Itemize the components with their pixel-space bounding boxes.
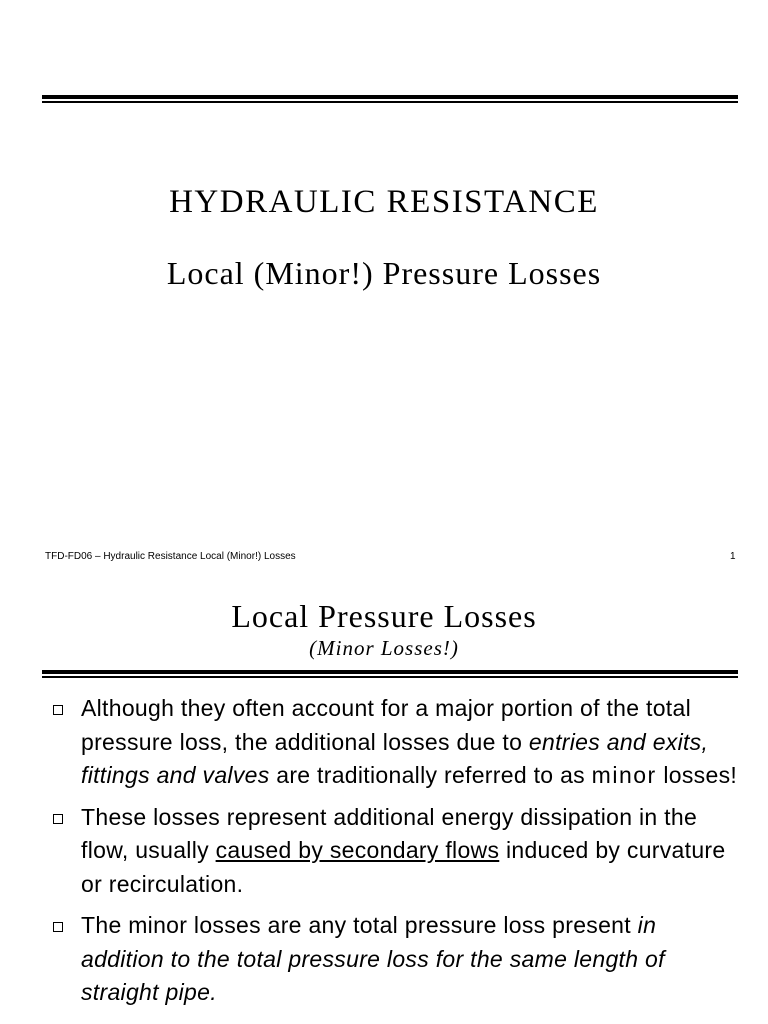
slide1-page-number: 1 (730, 551, 736, 562)
bullet-list (50, 692, 740, 1018)
bullet-text-italic: in addition to the total pressure loss for the same length of straight pipe. (81, 912, 665, 1005)
bullet-text: The minor losses are any total pressure loss present (81, 912, 638, 938)
top-rule-thin (42, 101, 738, 103)
top-rule-thick (42, 95, 738, 99)
checkbox-bullet-icon (53, 814, 63, 824)
bullet-text-underlined: caused by secondary flows (215, 837, 500, 863)
slide1-footer-text: TFD-FD06 – Hydraulic Resistance Local (Minor!) Losses (45, 551, 296, 562)
bullet-text: are traditionally referred to as (269, 762, 592, 788)
bullet-text: Although they often account for a major portion of the total pressure loss, the additional losses due to (81, 695, 691, 755)
bullet-text-spaced: minor (591, 762, 657, 788)
slide1-title: HYDRAULIC RESISTANCE (169, 184, 599, 220)
slide2-title: Local Pressure Losses (231, 598, 537, 634)
bullet-text: These losses represent additional energy dissipation in the flow, usually (81, 803, 698, 863)
bullet-text: losses! (656, 762, 738, 788)
slide2-subtitle: (Minor Losses!) (309, 636, 459, 660)
bullet-item (50, 909, 740, 1010)
slide2-rule-thick (42, 670, 738, 674)
slide1-subtitle: Local (Minor!) Pressure Losses (166, 255, 602, 291)
bullet-text-italic: entries and exits, fittings and valves (81, 728, 709, 788)
bullet-text: induced by curvature or recirculation. (81, 837, 726, 897)
checkbox-bullet-icon (53, 705, 63, 715)
slide2-rule-thin (42, 676, 738, 678)
bullet-item (50, 692, 740, 793)
checkbox-bullet-icon (53, 922, 63, 932)
bullet-item (50, 801, 740, 902)
